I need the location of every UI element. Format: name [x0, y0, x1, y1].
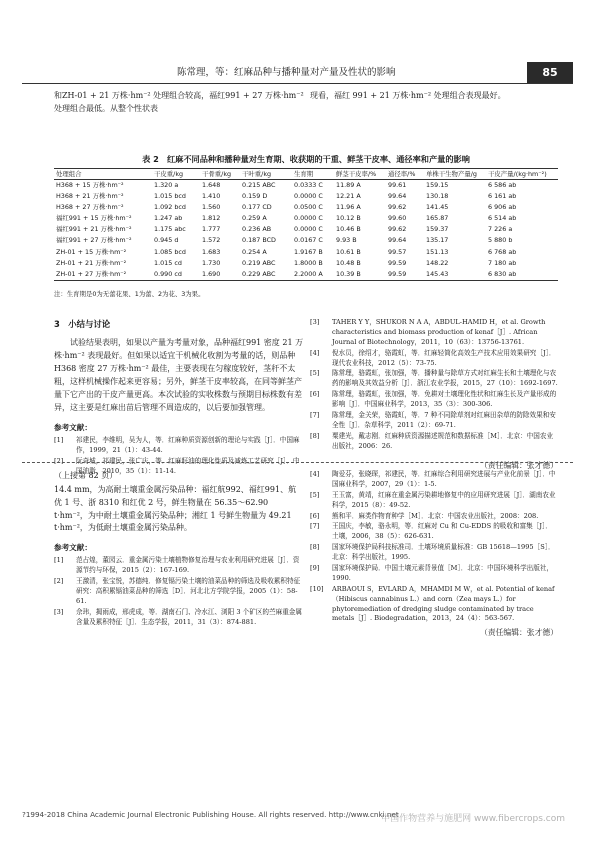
- reference-number: [5]: [310, 490, 320, 499]
- col-header-treatment: 处理组合: [54, 169, 152, 180]
- table-cell: H368 + 27 万株·hm⁻²: [56, 202, 124, 211]
- table-cell: 1.015 bcd: [154, 191, 186, 200]
- table-cell: 141.45: [426, 202, 449, 211]
- section-divider: [22, 462, 573, 463]
- reference-number: [7]: [310, 522, 320, 531]
- reference-number: [5]: [310, 369, 320, 378]
- reference-number: [6]: [310, 511, 320, 520]
- reference-number: [8]: [310, 543, 320, 552]
- table-cell: 1.9167 B: [294, 247, 323, 256]
- reference-item: [54, 608, 304, 628]
- reference-item: [310, 564, 558, 584]
- references-heading: 参考文献：: [54, 543, 92, 553]
- reference-text: 祁建民，李维明，吴为人，等．红麻种质资源创新的理论与实践［J］．中国麻作，1999，21（1）：43-44.: [76, 435, 300, 454]
- table-cell: 99.59: [386, 269, 424, 280]
- table-cell: 99.64: [388, 236, 407, 245]
- reference-item: [54, 436, 304, 456]
- reference-text: 王激清，张宝悦，苏德纯．修复镉污染土壤的油菜品种的筛选及吸收累积特征研究：高积累镉油菜品种的筛选［D］．河北北方学院学报，2005（1）：58-61.: [76, 577, 301, 605]
- table-cell: 0.254 A: [242, 247, 267, 256]
- table-cell: H368 + 21 万株·hm⁻²: [56, 191, 124, 200]
- table-cell: 福红991 + 21 万株·hm⁻²: [56, 225, 132, 234]
- table-cell: 159.15: [426, 180, 449, 189]
- table-cell: 1.320 a: [154, 180, 179, 189]
- table-cell: 148.22: [426, 258, 449, 267]
- table-cell: 1.085 bcd: [154, 247, 186, 256]
- reference-number: [10]: [310, 584, 324, 593]
- reference-text: 陈常理，金关荣，骆霞虹，等．7 种不同除草剂对红麻田杂草的防除效果和安全性［J］．杂草科学，2011（2）：69-71.: [332, 411, 556, 429]
- reference-item: [310, 522, 558, 542]
- reference-text: TAHER Y Y，SHUKOR N A A，ABDUL-HAMID H，et al. Growth characteristics and biomass production of kenaf［J］. African Journal of Biotechnology，2011，10（63）：13756-13761.: [332, 318, 546, 346]
- top-right-text: [310, 90, 558, 103]
- table-cell: 99.62: [388, 202, 407, 211]
- table-cell: 7 180 ab: [488, 258, 517, 267]
- table-row: [54, 180, 558, 191]
- table-row: [54, 202, 558, 213]
- table-row: [54, 269, 558, 280]
- table-cell: 0.0000 C: [294, 225, 323, 234]
- table-cell: ZH-01 + 15 万株·hm⁻²: [56, 247, 127, 256]
- table-cell: 1.560: [202, 202, 221, 211]
- table-cell: 0.0000 C: [294, 191, 323, 200]
- table-cell: 0.0333 C: [294, 180, 323, 189]
- reference-item: [310, 369, 558, 389]
- table-cell: 99.64: [388, 191, 407, 200]
- continued-paragraph: 14.4 mm，为高耐土壤重金属污染品种：福红航992、福红991、航优 1 号、浙 8310 和红优 2 号，鲜生物量在 56.35～62.90 t·hm⁻²，为中耐土壤重金属污染品种；湘红 1 号鲜生物量为 49.21 t·hm⁻²，为低耐土壤重金属污染品种。: [54, 484, 297, 533]
- reference-item: [310, 512, 558, 522]
- table-cell: 5 880 b: [488, 236, 513, 245]
- running-header: [22, 62, 573, 84]
- reference-text: 陈常理，骆霞虹，张加强，等．播种量与除草方式对红麻生长和土壤理化与农药的影响及其效益分析［J］．浙江农业学报，2015，27（10）：1692-1697.: [332, 369, 558, 388]
- col-header-path-ratio: 通径率/%: [386, 169, 424, 180]
- table-cell: 99.60: [388, 214, 407, 223]
- col-header-biomass: 单株干生物产量/g: [424, 169, 486, 180]
- reference-text: 国家环境保护局科技标准司．土壤环境质量标准：GB 15618—1995［S］．北京：科学出版社，1995.: [332, 543, 555, 562]
- table-cell: 1.092 bcd: [154, 202, 186, 211]
- col-header-growth-period: 生育期: [292, 169, 334, 180]
- continued-label: （上接第 82 页）: [54, 471, 118, 480]
- table-cell: 10.48 B: [336, 258, 361, 267]
- table-cell: 99.62: [388, 225, 407, 234]
- reference-item: [54, 577, 304, 607]
- reference-text: ARBAOUI S，EVLARD A，MHAMDI M W，et al. Potential of kenaf（Hibiscus cannabinus L.）and corn（Zea mays L.）for phytoremediation of dredging sludge contaminated by trace metals［J］. Biodegradation，2013，24（4）：563-567.: [332, 584, 555, 623]
- editor-credit: （责任编辑：张才德）: [480, 460, 558, 470]
- reference-text: 王国庆，李敏，骆永明，等．红麻对 Cu 和 Cu-EDDS 的吸收和富集［J］．土壤，2006，38（5）：626-631.: [332, 522, 552, 541]
- table-cell: 135.17: [426, 236, 449, 245]
- reference-text: 熊和平．麻类作物育种学［M］．北京：中国农业出版社，2008：208.: [332, 511, 539, 520]
- table-cell: 1.410: [202, 191, 221, 200]
- table-cell: 6 830 ab: [486, 269, 558, 280]
- reference-number: [2]: [54, 577, 64, 586]
- table-cell: 0.0167 C: [294, 236, 323, 245]
- table-cell: 0.0000 C: [294, 214, 323, 223]
- reference-item: [310, 390, 558, 410]
- table-cell: 0.259 A: [242, 214, 267, 223]
- table-cell: 145.43: [424, 269, 486, 280]
- table-cell: 福红991 + 15 万株·hm⁻²: [56, 214, 132, 223]
- table-cell: H368 + 15 万株·hm⁻²: [56, 180, 124, 189]
- table-row: [54, 235, 558, 246]
- reference-item: [310, 318, 558, 348]
- reference-text: 陶爱芬，张晓琛，祁建民，等．红麻综合利用研究进展与产业化前景［J］．中国麻业科学，2007，29（1）：1-5.: [332, 470, 556, 488]
- reference-number: [1]: [54, 556, 64, 565]
- table-cell: ZH-01 + 27 万株·hm⁻²: [54, 269, 152, 280]
- reference-text: 阮奇城，祁建民，张广庆，等．红麻籽油的理化性质及减炼工艺研究［J］．中国油脂，2010，35（1）：11-14.: [76, 456, 300, 475]
- continued-article: [54, 470, 304, 629]
- continued-references-right: [310, 470, 558, 639]
- table-cell: 1.777: [202, 225, 221, 234]
- references-right: [310, 318, 558, 471]
- table-cell: 11.89 A: [336, 180, 361, 189]
- table-cell: 0.219 ABC: [242, 258, 276, 267]
- table-cell: 1.015 cd: [154, 258, 182, 267]
- running-title: 陈常理，等：红麻品种与播种量对产量及性状的影响: [177, 67, 396, 78]
- reference-text: 倪水员，徐绍才，骆霞虹，等．红麻轻简化高效生产技术应用效果研究［J］．现代农业科技，2012（5）：73-75.: [332, 348, 556, 367]
- reference-text: 粟建光，戴志刚．红麻种质资源描述规范和数据标准［M］．北京：中国农业出版社，2006：26.: [332, 431, 554, 450]
- table-cell: 165.87: [426, 214, 449, 223]
- reference-text: 王玉富，黄靖，红麻在重金属污染耕地修复中的应用研究进展［J］．湖南农业科学，2015（8）：49-52.: [332, 490, 556, 509]
- table-cell: 6 514 ab: [488, 214, 517, 223]
- table-cell: 11.96 A: [336, 202, 361, 211]
- col-header-bark-ratio: 鲜茎干皮率/%: [334, 169, 386, 180]
- table-cell: 159.37: [426, 225, 449, 234]
- reference-item: [310, 411, 558, 431]
- table-cell: 1.683: [202, 247, 221, 256]
- table-cell: 9.93 B: [336, 236, 357, 245]
- reference-number: [3]: [54, 607, 64, 616]
- reference-number: [6]: [310, 390, 320, 399]
- reference-number: [1]: [54, 435, 64, 444]
- table-cell: 10.46 B: [336, 225, 361, 234]
- table-header-row: [54, 169, 558, 180]
- reference-text: 佘玮，揭雨成，邢虎成，等．湖南石门、冷水江、浏阳 3 个矿区的苎麻重金属含量及累积特征［J］．生态学报，2011，31（3）：874-881.: [76, 607, 302, 626]
- table-cell: 99.57: [388, 247, 407, 256]
- col-header-dry-bark: 干皮重/kg: [152, 169, 200, 180]
- reference-item: [310, 349, 558, 369]
- table-cell: 0.159 D: [242, 191, 268, 200]
- reference-number: [9]: [310, 564, 320, 573]
- table-cell: 0.236 AB: [242, 225, 272, 234]
- table-row: [54, 258, 558, 269]
- table-cell: 10.61 B: [336, 247, 361, 256]
- data-table: [54, 168, 558, 281]
- col-header-dry-leaf: 干叶重/kg: [240, 169, 292, 180]
- section-summary: [54, 318, 304, 477]
- table-cell: 1.175 abc: [154, 225, 186, 234]
- page-number: 85: [527, 62, 573, 83]
- table-cell: 1.572: [202, 236, 221, 245]
- table-cell: 0.187 BCD: [242, 236, 276, 245]
- reference-item: [310, 585, 558, 625]
- table-cell: ZH-01 + 21 万株·hm⁻²: [56, 258, 127, 267]
- table-cell: 6 906 ab: [488, 202, 517, 211]
- table-cell: 0.945 d: [154, 236, 179, 245]
- table-cell: 1.8000 B: [294, 258, 323, 267]
- reference-item: [310, 491, 558, 511]
- table-cell: 130.18: [426, 191, 449, 200]
- table-cell: 1.730: [202, 258, 221, 267]
- table-row: [54, 191, 558, 202]
- reference-item: [310, 543, 558, 563]
- col-header-yield: 干皮产量/(kg·hm⁻²): [486, 169, 558, 180]
- table-cell: 7 226 a: [488, 225, 513, 234]
- table-cell: 12.21 A: [336, 191, 361, 200]
- reference-number: [3]: [310, 318, 320, 326]
- editor-credit: （责任编辑：张才德）: [480, 628, 558, 638]
- table-cell: 10.12 B: [336, 214, 361, 223]
- table-cell: 99.61: [388, 180, 407, 189]
- reference-number: [8]: [310, 431, 320, 440]
- table-row: [54, 224, 558, 235]
- reference-text: 国家环境保护局．中国土壤元素背景值［M］．北京：中国环境科学出版社，1990.: [332, 564, 554, 582]
- table-cell: 0.0500 C: [294, 202, 323, 211]
- top-left-text: [54, 90, 304, 116]
- table-cell: 151.13: [426, 247, 449, 256]
- table-row: [54, 213, 558, 224]
- reference-number: [2]: [54, 456, 64, 465]
- table-cell: 1.812: [202, 214, 221, 223]
- table-cell: 福红991 + 27 万株·hm⁻²: [56, 236, 132, 245]
- summary-paragraph: 试验结果表明，如果以产量为考量对象，品种福红991 密度 21 万株·hm⁻² 表现最好。但如果以适宜干机械化收割为考量的话，则品种 H368 密度 27 万株·hm⁻² 最佳，主要表现在匀稼度较好，茎秆不太粗，这样机械操作起来更容易；另外，鲜茎干皮率较高，在同等鲜茎产量下它产出的干皮产量更高。本次试验的实收株数与预期目标株数有差异，这主要是红麻出苗后管理不周造成的，以后要加强管理。: [54, 338, 304, 412]
- table-note: 注：生育期是0为无蕾花果、1为蕾、2为花、3为果。: [54, 290, 205, 298]
- reference-item: [54, 556, 304, 576]
- site-watermark: 中国作物营养与施肥网 www.fibercrops.com: [381, 814, 565, 824]
- table-cell: 0.177 CD: [242, 202, 272, 211]
- reference-text: 范占煌，董园云．重金属污染土壤植物修复治理与农业利用研究进展［J］．资源节约与环保，2015（2）：167-169.: [76, 556, 300, 575]
- table-cell: 6 586 ab: [488, 180, 517, 189]
- reference-item: [310, 432, 558, 452]
- copyright-footer: ?1994-2018 China Academic Journal Electronic Publishing House. All rights reserved. http://www.cnki.net: [22, 810, 399, 819]
- table-cell: 1.648: [202, 180, 221, 189]
- table-caption: 表 2 红麻不同品种和播种量对生育期、收获期的干重、鲜茎干皮率、通径率和产量的影响: [142, 154, 470, 164]
- table-cell: 0.990 cd: [152, 269, 200, 280]
- table-cell: 6 161 ab: [488, 191, 517, 200]
- reference-number: [7]: [310, 411, 320, 420]
- top-right-paragraph: 现看，福红 991 + 21 万株·hm⁻² 处理组合表现最好。: [310, 91, 506, 100]
- table-cell: 0.229 ABC: [240, 269, 292, 280]
- table-cell: 99.59: [388, 258, 407, 267]
- reference-text: 陈常理，骆霞虹，张加强，等．免耕对土壤理化性状和红麻生长及产量形成的影响［J］．中国麻业科学，2013，35（3）：300-306.: [332, 390, 557, 409]
- section-heading: 3 小结与讨论: [54, 319, 111, 329]
- table-cell: 1.247 ab: [154, 214, 183, 223]
- top-left-paragraph: 和ZH-01 + 21 万株·hm⁻² 处理组合较高，福红991 + 27 万株·hm⁻² 处理组合最低。从整个性状表: [54, 91, 304, 113]
- table-cell: 1.690: [200, 269, 240, 280]
- table-cell: 2.2000 A: [292, 269, 334, 280]
- reference-number: [4]: [310, 348, 320, 357]
- col-header-dry-bone: 干骨重/kg: [200, 169, 240, 180]
- table-cell: 0.215 ABC: [242, 180, 276, 189]
- table-cell: 6 768 ab: [488, 247, 517, 256]
- reference-item: [310, 470, 558, 490]
- reference-number: [4]: [310, 470, 320, 478]
- table-cell: 10.39 B: [334, 269, 386, 280]
- table-row: [54, 247, 558, 258]
- references-heading: 参考文献：: [54, 422, 92, 432]
